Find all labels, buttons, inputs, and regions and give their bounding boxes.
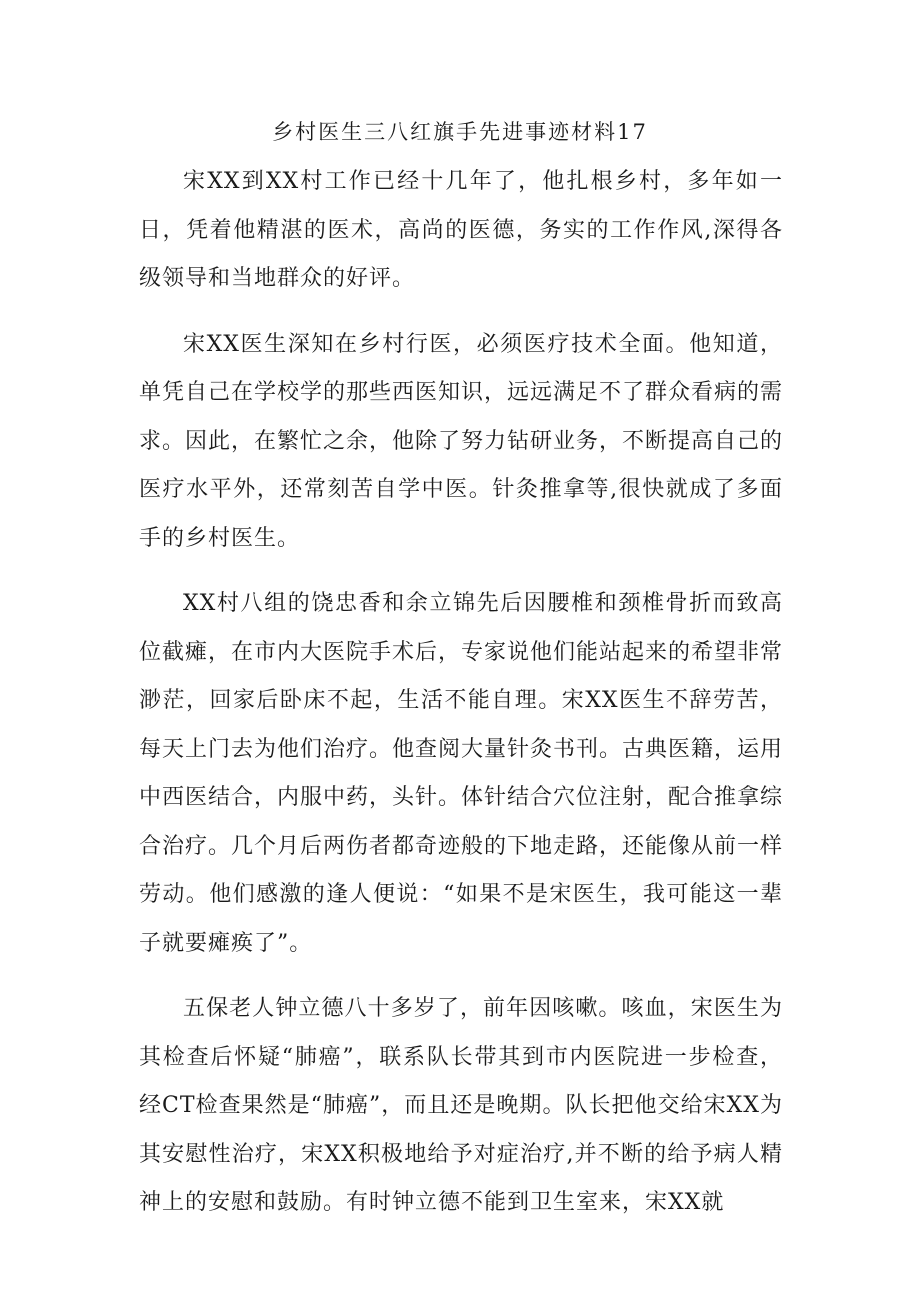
paragraph-1: 宋XX到XX村工作已经十几年了，他扎根乡村，多年如一日，凭着他精湛的医术，高尚的医德，务实的工作作风,深得各级领导和当地群众的好评。 [139, 169, 783, 291]
paragraph-4: 五保老人钟立德八十多岁了，前年因咳嗽。咳血，宋医生为其检查后怀疑“肺癌”，联系队长带其到市内医院进一步检查，经CT检查果然是“肺癌”，而且还是晚期。队长把他交给宋XX为其安慰性治疗，宋XX积极地给予对症治疗,并不断的给予病人精神上的安慰和鼓励。有时钟立德不能到卫生室来，宋XX就 [139, 996, 783, 1215]
document-title: 乡村医生三八红旗手先进事迹材料17 [272, 120, 648, 144]
paragraph-3: XX村八组的饶忠香和余立锦先后因腰椎和颈椎骨折而致高位截瘫，在市内大医院手术后，专家说他们能站起来的希望非常渺茫，回家后卧床不起，生活不能自理。宋XX医生不辞劳苦，每天上门去为他们治疗。他查阅大量针灸书刊。古典医籍，运用中西医结合，内服中药，头针。体针结合穴位注射，配合推拿综合治疗。几个月后两伤者都奇迹般的下地走路，还能像从前一样劳动。他们感激的逢人便说：“如果不是宋医生，我可能这一辈子就要瘫痪了”。 [139, 591, 784, 956]
document-body [139, 158, 783, 1245]
paragraph-2: 宋XX医生深知在乡村行医，必须医疗技术全面。他知道，单凭自己在学校学的那些西医知识，远远满足不了群众看病的需求。因此，在繁忙之余，他除了努力钻研业务，不断提高自己的医疗水平外，还常刻苦自学中医。针灸推拿等,很快就成了多面手的乡村医生。 [139, 331, 784, 551]
